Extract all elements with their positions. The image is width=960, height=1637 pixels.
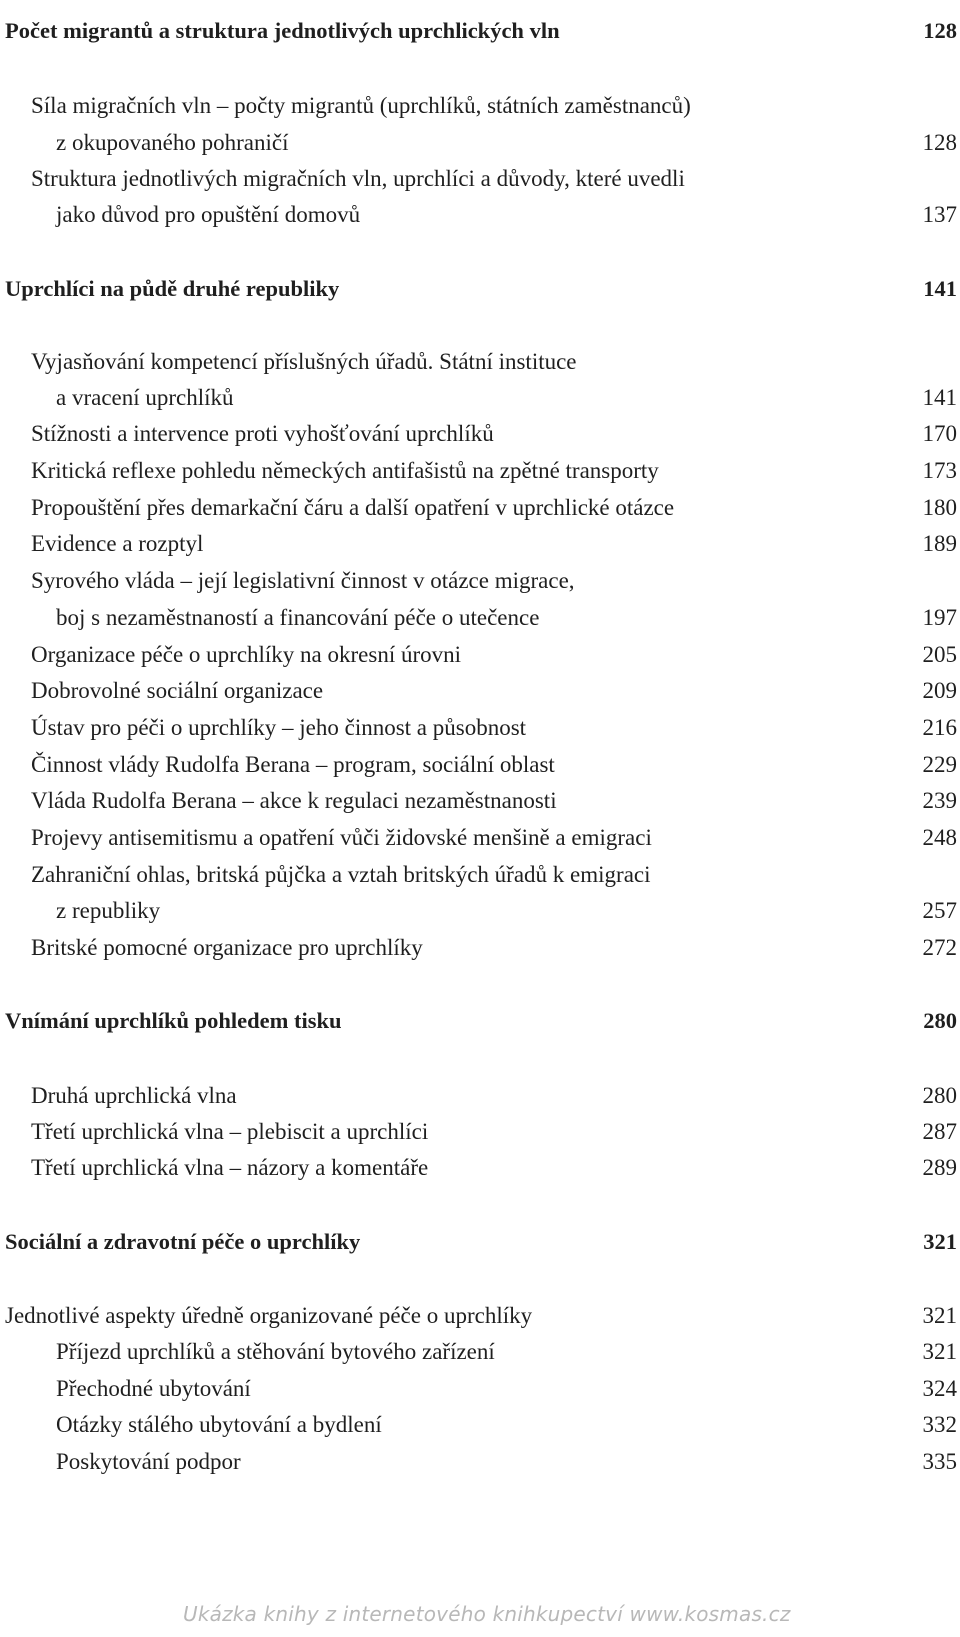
toc-entry-page: 280 — [922, 1083, 957, 1108]
watermark-footer — [0, 1602, 960, 1636]
toc-entry — [0, 1297, 960, 1335]
toc-entry-page: 173 — [922, 458, 957, 483]
toc-entry — [0, 525, 960, 563]
toc-entry-page: 335 — [922, 1449, 957, 1474]
toc-entry-title: Uprchlíci na půdě druhé republiky — [5, 276, 340, 301]
toc-entry-page: 141 — [922, 385, 957, 410]
toc-entry-title: z okupovaného pohraničí — [56, 130, 289, 155]
toc-heading — [0, 12, 960, 50]
toc-entry-title: Příjezd uprchlíků a stěhování bytového zařízení — [56, 1339, 495, 1364]
toc-entry-page: 332 — [922, 1412, 957, 1437]
toc-entry-title: Syrového vláda – její legislativní činnost v otázce migrace, — [31, 568, 575, 593]
toc-entry-page: 321 — [922, 1303, 957, 1328]
toc-entry-title: Organizace péče o uprchlíky na okresní úrovni — [31, 642, 462, 667]
toc-entry-title: Sociální a zdravotní péče o uprchlíky — [5, 1229, 361, 1254]
toc-entry-page: 209 — [922, 678, 957, 703]
toc-entry-page: 321 — [923, 1229, 957, 1254]
toc-entry — [0, 1149, 960, 1187]
toc-entry-title: Počet migrantů a struktura jednotlivých uprchlických vln — [5, 18, 560, 43]
toc-entry-title: Kritická reflexe pohledu německých antifašistů na zpětné transporty — [31, 458, 659, 483]
toc-entry-page: 189 — [922, 531, 957, 556]
toc-entry-page: 289 — [922, 1155, 957, 1180]
toc-entry-page: 141 — [923, 276, 957, 301]
toc-entry-title: Jednotlivé aspekty úředně organizované péče o uprchlíky — [5, 1303, 533, 1328]
toc-entry-page: 248 — [922, 825, 957, 850]
toc-entry — [0, 636, 960, 674]
toc-entry — [0, 819, 960, 857]
toc-entry-page: 216 — [922, 715, 957, 740]
toc-entry-title: Činnost vlády Rudolfa Berana – program, sociální oblast — [31, 752, 555, 777]
toc-entry — [0, 782, 960, 820]
toc-entry-page: 180 — [922, 495, 957, 520]
toc-entry — [0, 415, 960, 453]
toc-entry-title: Síla migračních vln – počty migrantů (uprchlíků, státních zaměstnanců) — [31, 93, 691, 118]
toc-entry-page: 257 — [922, 898, 957, 923]
watermark-text: Ukázka knihy z internetového knihkupectví www.kosmas.cz — [183, 1602, 791, 1626]
toc-entry-title: Druhá uprchlická vlna — [31, 1083, 237, 1108]
toc-entry-title: Zahraniční ohlas, britská půjčka a vztah britských úřadů k emigraci — [31, 862, 651, 887]
toc-entry-page: 137 — [922, 202, 957, 227]
toc-entry-title: Stížnosti a intervence proti vyhošťování uprchlíků — [31, 421, 494, 446]
toc-entry — [0, 452, 960, 490]
toc-entry — [0, 929, 960, 967]
toc-entry-title: Přechodné ubytování — [56, 1376, 251, 1401]
toc-entry-page: 280 — [923, 1008, 957, 1033]
toc-entry-page: 170 — [922, 421, 957, 446]
toc-entry — [0, 343, 960, 381]
toc-entry-page: 324 — [922, 1376, 957, 1401]
toc-entry-page: 272 — [922, 935, 957, 960]
toc-entry-title: Evidence a rozptyl — [31, 531, 204, 556]
toc-heading — [0, 1002, 960, 1040]
toc-heading — [0, 1223, 960, 1261]
toc-entry — [0, 124, 960, 162]
toc-entry-page: 239 — [922, 788, 957, 813]
toc-entry — [0, 1443, 960, 1481]
toc-entry — [0, 1370, 960, 1408]
toc-entry-page: 321 — [922, 1339, 957, 1364]
toc-entry-title: jako důvod pro opuštění domovů — [56, 202, 361, 227]
toc-entry-page: 229 — [922, 752, 957, 777]
toc-entry-title: z republiky — [56, 898, 161, 923]
toc-entry — [0, 1333, 960, 1371]
toc-entry — [0, 892, 960, 930]
toc-entry-title: Ústav pro péči o uprchlíky – jeho činnost a působnost — [31, 715, 527, 740]
toc-entry-title: Britské pomocné organizace pro uprchlíky — [31, 935, 423, 960]
toc-entry — [0, 709, 960, 747]
toc-entry — [0, 1077, 960, 1115]
toc-entry-title: a vracení uprchlíků — [56, 385, 234, 410]
toc-entry — [0, 562, 960, 600]
toc-entry-title: Třetí uprchlická vlna – plebiscit a uprchlíci — [31, 1119, 429, 1144]
toc-entry — [0, 746, 960, 784]
toc-entry-page: 287 — [922, 1119, 957, 1144]
toc-heading — [0, 270, 960, 308]
toc-entry — [0, 1113, 960, 1151]
toc-entry — [0, 1406, 960, 1444]
toc-entry-title: Vnímání uprchlíků pohledem tisku — [5, 1008, 342, 1033]
toc-entry-title: Vláda Rudolfa Berana – akce k regulaci nezaměstnanosti — [31, 788, 557, 813]
toc-entry-title: Otázky stálého ubytování a bydlení — [56, 1412, 382, 1437]
toc-entry-title: Třetí uprchlická vlna – názory a komentáře — [31, 1155, 429, 1180]
toc-entry-title: Projevy antisemitismu a opatření vůči židovské menšině a emigraci — [31, 825, 652, 850]
toc-entry-page: 128 — [922, 130, 957, 155]
toc-entry — [0, 87, 960, 125]
toc-entry-page: 197 — [922, 605, 957, 630]
toc-entry-page: 128 — [923, 18, 957, 43]
toc-entry-title: boj s nezaměstnaností a financování péče o utečence — [56, 605, 540, 630]
toc-entry — [0, 489, 960, 527]
toc-entry-title: Vyjasňování kompetencí příslušných úřadů. Státní instituce — [31, 349, 577, 374]
toc-entry-title: Struktura jednotlivých migračních vln, uprchlíci a důvody, které uvedli — [31, 166, 685, 191]
toc-entry — [0, 160, 960, 198]
toc-entry — [0, 672, 960, 710]
toc-entry — [0, 856, 960, 894]
toc-entry-title: Dobrovolné sociální organizace — [31, 678, 324, 703]
toc-entry — [0, 196, 960, 234]
toc-entry-title: Poskytování podpor — [56, 1449, 241, 1474]
toc-entry-page: 205 — [922, 642, 957, 667]
toc-entry-title: Propouštění přes demarkační čáru a další opatření v uprchlické otázce — [31, 495, 675, 520]
toc-entry — [0, 599, 960, 637]
toc-entry — [0, 379, 960, 417]
